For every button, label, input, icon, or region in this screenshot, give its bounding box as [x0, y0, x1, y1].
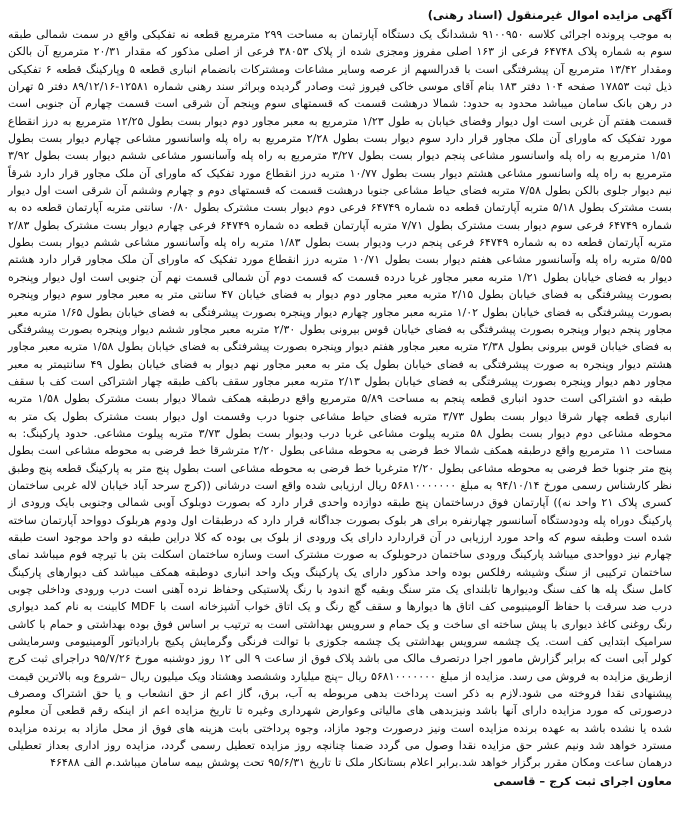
- notice-signature: معاون اجرای ثبت کرج – قاسمی: [493, 773, 672, 788]
- notice-body: به موجب پرونده اجرائی کلاسه ۹۱۰۰۹۵۰ ششدانگ یک دستگاه آپارتمان به مساحت ۲۹۹ مترمربع قطعه نه تفکیکی واقع در سمت شمالی طبقه سوم به شماره پلاک ۶۴۷۴۸ فرعی از ۱۶۳ اصلی مفروز ومجزی شده از پلاک ۳۸۰۵۳ فرعی از اصلی مذکور که مقدار ۲۰/۳۱ مترمربع آن بالکن ومقدار ۱۳/۴۲ مترمربع آن پیشرفتگی است با قدرالسهم از عرصه وسایر مشاعات ومشترکات بانضمام انباری قطعه ۵ وپارکینگ قطعه ۶ تفکیکی ذیل ثبت ۱۷۸۵۳ صفحه ۱۰۴ دفتر ۱۸۳ بنام آقای موسی خاکی فیروز ثبت وصادر گردیده وبراثر سند رهنی شماره ۱۲۵۸۱-۸۹/۱۲/۱۶ دفتر ۵ تهران در رهن بانک سامان میباشد محدود به حدود: شمالا درهشت قسمت که قسمتهای سوم وپنجم آن شرقی است قسمت چهارم آن جنوبی است قسمت هفتم آن غربی است اول دیوار وفضای خیابان به طول ۱/۲۳ مترمربع به معبر مجاور دوم دیوار بست بطول ۱۲/۲۵ مترمربع به درز انقطاع مورد تفکیک که ماورای آن ملک مجاور قرار دارد سوم دیوار بست بطول ۲/۲۸ مترمربع به راه پله واسانسور مشاعی چهارم دیوار بست بطول ۱/۵۱ مترمربع به راه پله واسانسور مشاعی پنجم دیوار بست بطول ۳/۲۷ مترمربع به راه پله وآسانسور مشاعی ششم دیوار بست بطول ۳/۹۲ مترمربع به راه پله واسانسور مشاعی هشتم دیوار بست بطول ۱۰/۷۷ متربه درز انقطاع مورد تفکیک که ماورای آن ملک مجاور قرار دارد شرقاً نیم دیوار جلوی بالکن بطول ۷/۵۸ متربه فضای حیاط مشاعی جنوبا درهشت قسمت که قسمتهای دوم و چهارم وششم آن شرقی است اول دیوار بست مشترک بطول ۵/۱۸ متربه آپارتمان قطعه ده شماره ۶۴۷۴۹ فرعی دوم دیوار بست مشترک بطول ۰/۸۰ سانتی متربه آپارتمان قطعه ده به شماره ۶۴۷۴۹ فرعی سوم دیوار بست مشترک بطول ۷/۷۱ متربه آپارتمان قطعه ده شماره ۶۴۷۴۹ فرعی چهارم دیوار بست مشترک بطول ۲/۸۳ متربه آپارتمان قطعه ده به شماره ۶۴۷۴۹ فرعی پنجم درب ودیوار بست بطول ۱/۸۳ متربه راه پله وآسانسور مشاعی ششم دیوار بست بطول ۵/۵۵ متربه راه پله وآسانسور مشاعی هفتم دیوار بست بطول ۱۰/۷۱ متربه درز انقطاع مورد تفکیک که ماورای آن ملک مجاور قرار دارد هشتم دیوار به فضای خیابان بطول ۱/۲۱ متربه معبر مجاور غربا درده قسمت که قسمت دوم آن شمالی قسمت نهم آن جنوبی است اول دیوار وپنجره بصورت پیشرفتگی به فضای خیابان بطول ۲/۱۵ متربه معبر مجاور دوم دیوار به فضای خیابان ۴۷ سانتی متر به معبر مجاور سوم دیوار وپنجره بصورت پیشرفتگی به فضای خیابان بطول ۱/۰۲ متربه معبر مجاور چهارم دیوار وپنجره بصورت پیشرفتگی به فضای خیابان بطول ۱/۶۵ متربه معبر مجاور پنجم دیوار وپنجره بصورت پیشرفتگی به فضای خیابان قوس بیرونی بطول ۲/۳۰ متربه معبر مجاور ششم دیوار وپنجره بصورت پیشرفتگی به فضای خیابان قوس بیرونی بطول ۲/۳۸ متربه معبر مجاور هفتم دیوار وپنجره بصورت پیشرفتگی به فضای خیابان بطول ۱/۵۸ متربه معبر مجاور هشتم دیوار وپنجره به صورت پیشرفتگی به فضای خیابان بطول یک متر به معبر مجاور نهم دیوار به فضای خیابان بطول ۴۹ سانتیمتر به معبر مجاور دهم دیوار وپنجره بصورت پیشرفتگی به فضای خیابان بطول ۲/۱۳ متربه معبر مجاور سقف باکف طبقه چهار اشتراکی است کف با سقف طبقه دو اشتراکی است حدود انباری قطعه پنجم به مساحت ۵/۸۹ مترمربع واقع درطبقه همکف شمالا دیوار بست مشترک بطول ۱/۵۸ متربه انباری قطعه چهار شرقا دیوار بست بطول ۳/۷۳ متربه فضای حیاط مشاعی جنوبا درب وقسمت اول دیوار بست مشترک بطول یک متر به محوطه مشاعی دوم دیوار بست بطول ۵۸ متربه پیلوت مشاعی غربا درب ودیوار بست بطول ۳/۷۳ متربه پیلوت مشاعی. حدود پارکینگ: به مساحت ۱۱ مترمربع واقع درطبقه همکف شمالا خط فرضی به محوطه مشاعی بطول ۲/۲۰ مترشرقا خط فرضی به محوطه مشاعی است بطول پنج متر جنوبا خط فرضی به محوطه مشاعی بطول ۲/۲۰ مترغربا خط فرضی به محوطه مشاعی است بطول پنج متر به پارکینگ قطعه پنج وطبق نظر کارشناس رسمی مورخ ۹۴/۱۰/۱۴ به مبلغ ۵۶۸۱۰۰۰۰۰۰۰ ریال ارزیابی شده واقع است درشانی ((کرج سرحد آباد خیابان لاله غربی ساختمان کسری پلاک ۲۱ واحد نه)) آپارتمان فوق درساختمان پنج طبقه دوازده واحدی قرار دارد که بصورت دوبلوک آوبی شمالی وجنوبی بایک ورودی از پارکینگ دوراه پله ودودستگاه آسانسور چهارنفره برای هر بلوک بصورت جداگانه قرار دارد که درطبقات اول ودوم هربلوک دوواحد آپارتمان ساخته شده است وطبقه سوم که واحد مورد ارزیابی در آن قراردارد دارای یک ورودی از بلوک بی بوده که کلا دراین طبقه دو واحد موجود است طبقه چهارم نیز دوواحدی میباشد پارکینگ ورودی ساختمان درحوبلوک به صورت مشترک است وسازه ساختمان اسکلت بتن با تیرچه فوم میباشد نمای ساختمان ترکیبی از سنگ وشیشه رفلکس بوده واحد مذکور دارای یک پارکینگ ویک واحد انباری دوطبقه همکف میباشد کف دیوارهای پارکینگ کامل سنگ پله ها کف سنگ ودیوارها تابلندای یک متر سنگ وبقیه گچ اندود با رنگ پلاستیکی وحفاظ نرده آهنی است درب ورودی وداخلی چوبی درب ضد سرقت با حفاظ آلومینیومی کف اتاق ها دیوارها و سقف گچ رنگ و یک اتاق خواب آشپزخانه است با MDF کابینت به نام کمد دیواری رنگ روغنی کاغذ دیواری با پیش ساخته ای ساخت و یک حمام و سرویس بهداشتی است به ترتیب بر اساس فوق بوده بهداشتی و حمام با کاشی سرامیک ابتدایی کف است. یک چشمه سرویس بهداشتی یک چشمه جکوزی با توالت فرنگی وگرمایش پکیج بارادیاتور آلومینیومی وسرمایشی کولر آبی است که برابر گزارش مامور اجرا درتصرف مالک می باشد پلاک فوق از ساعت ۹ الی ۱۲ روز دوشنبه مورخ ۹۵/۷/۲۶ دراجرای ثبت کرج ازطریق مزایده به فروش می رسد. مزایده از مبلغ ۵۶۸۱۰۰۰۰۰۰۰ ریال –پنج میلیارد وششصد وهشتاد ویک میلیون ریال –شروع وبه بالاترین قیمت پیشنهادی نقدا فروخته می شود.لازم به ذکر است پرداخت بدهی مربوطه به آب، برق، گاز اعم از حق انشعاب و یا حق اشتراک ومصرف درصورتی که مورد مزایده دارای آنها باشد ونیزبدهی های مالیاتی وعوارض شهرداری وغیره تا تاریخ مزایده اعم از اینکه رقم قطعی آن معلوم شده یا نشده باشد به عهده برنده مزایده است ونیز درصورت وجود مازاد، وجوه پرداختی بابت هزینه های فوق از محل مازاد به برنده مزایده مسترد خواهد شد ونیم عشر حق مزایده نقدا وصول می گردد ضمنا چنانچه روز مزایده تعطیل رسمی گردد، مزایده روز اداری بعداز تعطیلی درهمان ساعت ومکان مقرر برگزار خواهد شد.برابر اعلام بستانکار ملک تا تاریخ ۹۵/۶/۳۱ تحت پوشش بیمه سامان میباشد.م الف ۴۶۴۸۸: [8, 28, 673, 770]
- notice-title: آگهی مزایده اموال غیرمنقول (اسناد رهنی): [427, 8, 672, 22]
